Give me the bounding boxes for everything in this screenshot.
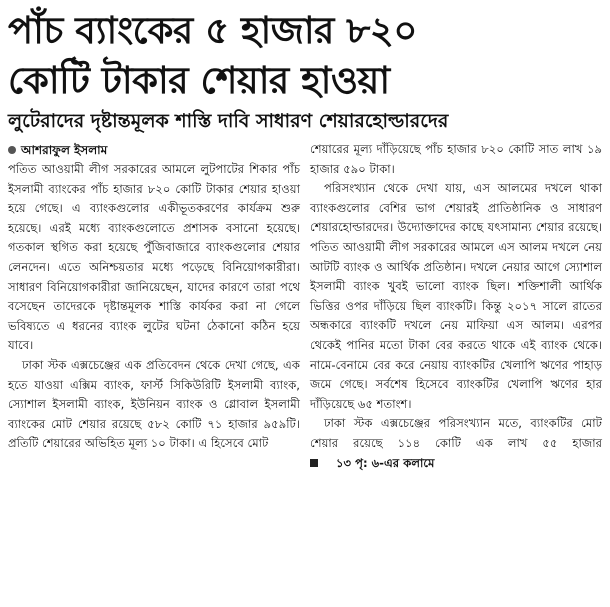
square-bullet-icon xyxy=(310,459,318,467)
right-paragraph-3 xyxy=(310,414,602,474)
article-body xyxy=(8,140,602,474)
right-paragraph-2: পরিসংখ্যান থেকে দেখা যায়, এস আলমের দখলে থাকা ব্যাংকগুলোর বেশির ভাগ শেয়ারই প্রাতিষ্ঠানিক ও সাধারণ শেয়ারহোল্ডারদের। উদ্যোক্তাদের কাছে যৎসামান্য শেয়ার রয়েছে। পতিত আওয়ামী লীগ সরকারের আমলে এস আলম দখলে নেয় আটটি ব্যাংক ও আর্থিক প্রতিষ্ঠান। দখলে নেয়ার আগে স্যোশাল ইসলামী ব্যাংক খুবই ভালো ব্যাংক ছিল। শক্তিশালী আর্থিক ভিত্তির ওপর দাঁড়িয়ে ছিল ব্যাংকটি। কিন্তু ২০১৭ সালে রাতের অন্ধকারে ব্যাংকটি দখলে নেয় মাফিয়া এস আলম। এরপর থেকেই পানির মতো টাকা বের করতে থাকে এই ব্যাংক থেকে। নামে-বেনামে বের করে নেয়ায় ব্যাংকটির খেলাপি ঋণের পাহাড় জমে গেছে। সর্বশেষ হিসেবে ব্যাংকটির খেলাপি ঋণের হার দাঁড়িয়েছে ৬৫ শতাংশ। xyxy=(310,181,602,411)
headline-line-1: পাঁচ ব্যাংকের ৫ হাজার ৮২০ xyxy=(8,9,417,52)
left-column xyxy=(8,140,300,474)
continuation-text: ১৩ পৃ: ৬-এর কলামে xyxy=(336,455,435,470)
bullet-icon xyxy=(8,146,16,154)
right-paragraph-3-text: ঢাকা স্টক এক্সচেঞ্জের পরিসংখ্যান মতে, ব্যাংকটির মোট শেয়ার রয়েছে ১১৪ কোটি এক লাখ ৫৫ হাজার xyxy=(310,416,602,450)
subheadline: লুটেরাদের দৃষ্টান্তমূলক শাস্তি দাবি সাধারণ শেয়ারহোল্ডারদের xyxy=(8,110,449,132)
byline xyxy=(8,140,300,160)
left-paragraph-1: পতিত আওয়ামী লীগ সরকারের আমলে লুটপাটের শিকার পাঁচ ইসলামী ব্যাংকের পাঁচ হাজার ৮২০ কোটি টাকার শেয়ার হাওয়া হয়ে গেছে। এ ব্যাংকগুলোর একীভূতকরণের কার্যক্রম শুরু হয়েছে। এরই মধ্যে ব্যাংকগুলোতে প্রশাসক বসানো হয়েছে। গতকাল স্থগিত করা হয়েছে পুঁজিবাজারে ব্যাংকগুলোর শেয়ার লেনদেন। এতে অনিশ্চয়তার মধ্যে পড়েছে বিনিয়োগকারীরা। সাধারণ বিনিয়োগকারীরা জানিয়েছেন, যাদের কারণে তারা পথে বসেছেন তাদেরকে দৃষ্টান্তমূলক শাস্তি কার্যকর করা না গেলে ভবিষ্যতে এ ধরনের ব্যাংক লুটের ঘটনা ঠেকানো কঠিন হয়ে যাবে। xyxy=(8,162,300,353)
headline-line-2: কোটি টাকার শেয়ার হাওয়া xyxy=(8,59,390,102)
left-paragraph-2: ঢাকা স্টক এক্সচেঞ্জের এক প্রতিবেদন থেকে দেখা গেছে, এক হতে যাওয়া এক্সিম ব্যাংক, ফার্স্ট সিকিউরিটি ইসলামী ব্যাংক, স্যোশাল ইসলামী ব্যাংক, ইউনিয়ন ব্যাংক ও গ্লোবাল ইসলামী ব্যাংকের মোট শেয়ার রয়েছে ৫৮২ কোটি ৭১ হাজার ৯৫৯টি। প্রতিটি শেয়ারের অভিহিত মূল্য ১০ টাকা। এ হিসেবে মোট xyxy=(8,357,300,451)
right-column xyxy=(310,140,602,474)
continuation-jump xyxy=(310,454,434,474)
author-name: আশরাফুল ইসলাম xyxy=(21,143,108,157)
headline xyxy=(8,6,602,106)
right-paragraph-1: শেয়ারের মূল্য দাঁড়িয়েছে পাঁচ হাজার ৮২০ কোটি সাত লাখ ১৯ হাজার ৫৯০ টাকা। xyxy=(310,142,602,176)
